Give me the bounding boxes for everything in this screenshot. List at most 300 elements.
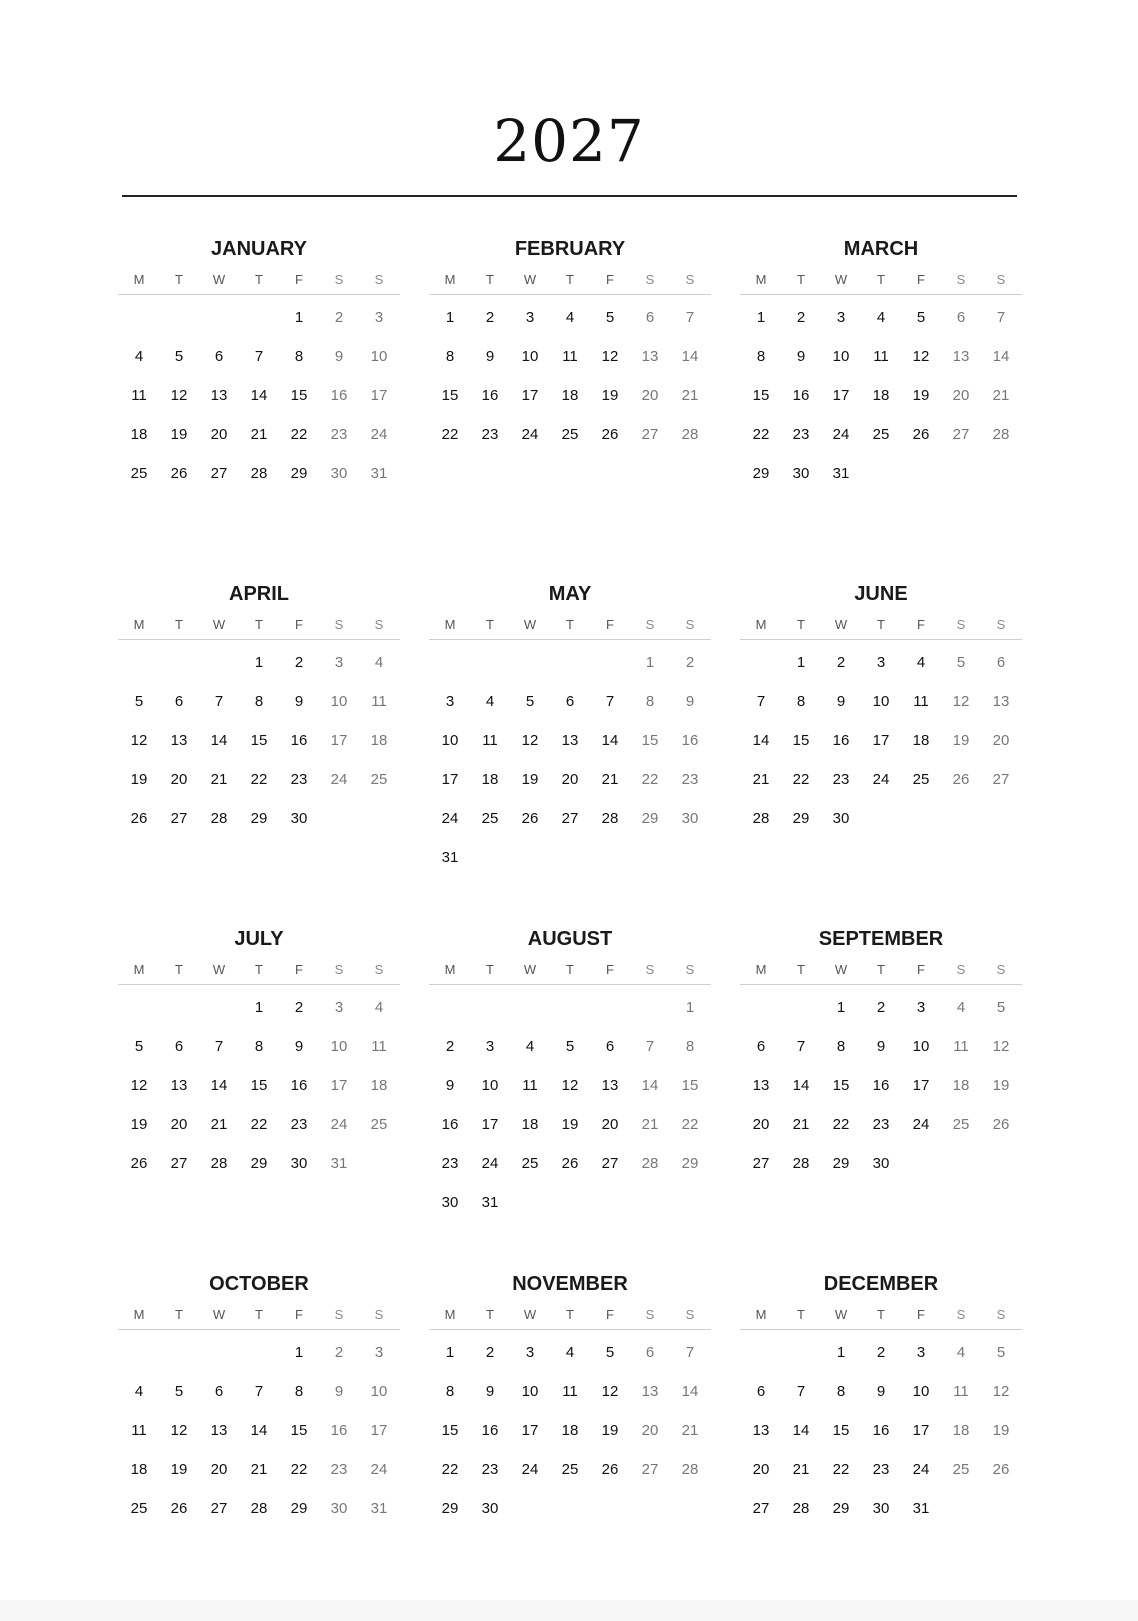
day-cell: 26 (130, 1155, 148, 1172)
weekday-label: F (295, 272, 303, 287)
day-cell: 18 (872, 387, 890, 404)
day-cell: 3 (525, 309, 535, 326)
day-grid (118, 640, 400, 838)
day-cell: 31 (481, 1194, 499, 1211)
weekday-header (740, 1301, 1022, 1330)
day-grid (429, 1330, 711, 1528)
month-title: FEBRUARY (514, 238, 626, 260)
day-cell: 28 (792, 1500, 810, 1517)
day-cell: 7 (645, 1038, 655, 1055)
day-cell: 20 (952, 387, 970, 404)
day-cell: 21 (601, 771, 619, 788)
day-cell: 16 (832, 732, 850, 749)
weekday-label: T (486, 272, 494, 287)
day-cell: 22 (792, 771, 810, 788)
day-cell: 9 (294, 1038, 304, 1055)
day-cell: 20 (210, 426, 228, 443)
day-cell: 12 (992, 1383, 1010, 1400)
day-cell: 27 (992, 771, 1010, 788)
day-cell: 3 (836, 309, 846, 326)
day-cell: 29 (752, 465, 770, 482)
day-cell: 7 (254, 1383, 264, 1400)
day-cell: 8 (836, 1383, 846, 1400)
day-cell: 16 (290, 732, 308, 749)
day-cell: 22 (290, 426, 308, 443)
weekday-label: W (834, 272, 848, 287)
day-cell: 4 (916, 654, 926, 671)
weekday-label: M (133, 272, 145, 287)
weekday-label: F (606, 272, 614, 287)
day-cell: 5 (605, 1344, 615, 1361)
weekday-label: W (834, 962, 848, 977)
weekday-label: F (917, 272, 925, 287)
weekday-label: F (295, 617, 303, 632)
weekday-label: M (755, 272, 767, 287)
day-cell: 22 (832, 1461, 850, 1478)
day-cell: 19 (912, 387, 930, 404)
day-cell: 21 (992, 387, 1010, 404)
day-cell: 15 (250, 732, 268, 749)
day-cell: 4 (134, 348, 144, 365)
day-cell: 24 (912, 1461, 930, 1478)
day-cell: 4 (134, 1383, 144, 1400)
day-cell: 1 (254, 654, 264, 671)
weekday-label: S (334, 1307, 344, 1322)
day-cell: 8 (796, 693, 806, 710)
day-cell: 1 (836, 1344, 846, 1361)
day-cell: 23 (681, 771, 699, 788)
day-cell: 21 (641, 1116, 659, 1133)
day-cell: 5 (916, 309, 926, 326)
day-cell: 30 (290, 810, 308, 827)
day-cell: 19 (170, 426, 188, 443)
day-cell: 19 (992, 1422, 1010, 1439)
day-cell: 18 (521, 1116, 539, 1133)
weekday-label: S (956, 1307, 966, 1322)
day-cell: 22 (290, 1461, 308, 1478)
weekday-label: T (486, 617, 494, 632)
weekday-header (118, 611, 400, 640)
day-cell: 25 (561, 1461, 579, 1478)
day-cell: 24 (481, 1155, 499, 1172)
day-cell: 20 (170, 1116, 188, 1133)
day-cell: 11 (913, 693, 929, 710)
day-cell: 17 (912, 1422, 930, 1439)
day-cell: 24 (872, 771, 890, 788)
day-cell: 12 (952, 693, 970, 710)
day-cell: 13 (561, 732, 579, 749)
day-cell: 30 (832, 810, 850, 827)
month-title: DECEMBER (823, 1273, 939, 1295)
weekday-label: T (175, 1307, 183, 1322)
month-title: MAY (548, 583, 592, 605)
day-cell: 19 (130, 771, 148, 788)
weekday-label: M (133, 962, 145, 977)
day-cell: 1 (445, 309, 455, 326)
day-cell: 6 (214, 1383, 224, 1400)
day-cell: 27 (641, 1461, 659, 1478)
month-title: MARCH (843, 238, 919, 260)
day-cell: 14 (792, 1422, 810, 1439)
weekday-label: T (486, 1307, 494, 1322)
day-cell: 11 (131, 1422, 147, 1439)
day-cell: 26 (601, 1461, 619, 1478)
day-cell: 8 (645, 693, 655, 710)
weekday-label: M (444, 272, 456, 287)
day-cell: 14 (641, 1077, 659, 1094)
day-cell: 28 (752, 810, 770, 827)
weekday-label: W (212, 1307, 226, 1322)
weekday-header (429, 611, 711, 640)
weekday-label: T (566, 962, 574, 977)
day-cell: 11 (953, 1383, 969, 1400)
day-cell: 12 (561, 1077, 579, 1094)
day-cell: 7 (214, 693, 224, 710)
weekday-label: W (523, 1307, 537, 1322)
day-cell: 26 (170, 465, 188, 482)
day-cell: 12 (992, 1038, 1010, 1055)
day-cell: 28 (250, 465, 268, 482)
month-february (429, 232, 711, 454)
weekday-label: T (797, 617, 805, 632)
day-cell: 22 (681, 1116, 699, 1133)
weekday-label: T (797, 272, 805, 287)
day-cell: 17 (481, 1116, 499, 1133)
day-cell: 21 (210, 1116, 228, 1133)
day-cell: 31 (330, 1155, 348, 1172)
day-cell: 10 (872, 693, 890, 710)
day-cell: 16 (330, 387, 348, 404)
day-cell: 11 (131, 387, 147, 404)
day-cell: 18 (130, 426, 148, 443)
day-cell: 16 (290, 1077, 308, 1094)
day-cell: 14 (250, 387, 268, 404)
day-cell: 9 (334, 1383, 344, 1400)
weekday-label: T (255, 272, 263, 287)
weekday-label: S (645, 617, 655, 632)
day-cell: 30 (681, 810, 699, 827)
day-cell: 10 (912, 1383, 930, 1400)
page-bottom-margin (0, 1600, 1138, 1621)
month-december (740, 1267, 1022, 1528)
day-cell: 11 (873, 348, 889, 365)
day-cell: 26 (130, 810, 148, 827)
month-october (118, 1267, 400, 1528)
month-title: AUGUST (527, 928, 613, 950)
day-cell: 31 (832, 465, 850, 482)
day-cell: 12 (601, 348, 619, 365)
day-cell: 30 (290, 1155, 308, 1172)
day-grid (118, 1330, 400, 1528)
weekday-header (118, 266, 400, 295)
day-cell: 8 (756, 348, 766, 365)
weekday-label: S (645, 1307, 655, 1322)
day-cell: 1 (836, 999, 846, 1016)
day-cell: 23 (872, 1461, 890, 1478)
day-cell: 6 (565, 693, 575, 710)
day-cell: 30 (481, 1500, 499, 1517)
weekday-label: W (212, 617, 226, 632)
day-cell: 9 (876, 1383, 886, 1400)
day-cell: 12 (130, 732, 148, 749)
day-cell: 27 (170, 1155, 188, 1172)
weekday-label: S (996, 1307, 1006, 1322)
day-cell: 27 (170, 810, 188, 827)
day-cell: 9 (334, 348, 344, 365)
month-november (429, 1267, 711, 1528)
month-august (429, 922, 711, 1222)
weekday-label: T (175, 617, 183, 632)
day-cell: 7 (214, 1038, 224, 1055)
day-grid (740, 985, 1022, 1183)
day-cell: 24 (370, 426, 388, 443)
day-cell: 12 (130, 1077, 148, 1094)
day-cell: 9 (796, 348, 806, 365)
day-cell: 18 (370, 1077, 388, 1094)
day-cell: 3 (374, 309, 384, 326)
day-cell: 23 (290, 771, 308, 788)
day-cell: 1 (294, 309, 304, 326)
day-cell: 1 (796, 654, 806, 671)
weekday-header (740, 266, 1022, 295)
day-cell: 25 (912, 771, 930, 788)
day-cell: 16 (481, 1422, 499, 1439)
day-grid (118, 985, 400, 1183)
day-cell: 8 (445, 348, 455, 365)
day-cell: 8 (685, 1038, 695, 1055)
day-cell: 30 (792, 465, 810, 482)
day-cell: 29 (792, 810, 810, 827)
weekday-label: T (255, 617, 263, 632)
day-cell: 18 (370, 732, 388, 749)
day-cell: 9 (685, 693, 695, 710)
day-cell: 19 (521, 771, 539, 788)
day-cell: 28 (210, 810, 228, 827)
day-cell: 22 (441, 1461, 459, 1478)
day-cell: 13 (952, 348, 970, 365)
day-cell: 18 (912, 732, 930, 749)
weekday-label: T (175, 962, 183, 977)
day-cell: 10 (370, 348, 388, 365)
day-cell: 12 (521, 732, 539, 749)
day-cell: 22 (441, 426, 459, 443)
day-cell: 23 (330, 1461, 348, 1478)
day-cell: 22 (250, 1116, 268, 1133)
day-cell: 16 (792, 387, 810, 404)
weekday-label: S (956, 962, 966, 977)
day-cell: 29 (250, 810, 268, 827)
weekday-label: T (486, 962, 494, 977)
weekday-label: F (917, 962, 925, 977)
day-cell: 6 (645, 1344, 655, 1361)
day-cell: 2 (876, 1344, 886, 1361)
day-cell: 10 (521, 1383, 539, 1400)
day-cell: 15 (250, 1077, 268, 1094)
month-september (740, 922, 1022, 1183)
weekday-label: S (996, 962, 1006, 977)
day-cell: 25 (952, 1461, 970, 1478)
day-cell: 24 (521, 426, 539, 443)
weekday-label: T (566, 617, 574, 632)
day-cell: 19 (601, 387, 619, 404)
day-cell: 23 (290, 1116, 308, 1133)
day-cell: 17 (330, 1077, 348, 1094)
day-cell: 9 (485, 348, 495, 365)
day-cell: 20 (752, 1461, 770, 1478)
day-cell: 4 (485, 693, 495, 710)
day-cell: 28 (681, 426, 699, 443)
day-cell: 17 (521, 1422, 539, 1439)
day-cell: 30 (872, 1155, 890, 1172)
day-cell: 13 (210, 1422, 228, 1439)
day-cell: 9 (445, 1077, 455, 1094)
day-cell: 21 (210, 771, 228, 788)
day-cell: 1 (645, 654, 655, 671)
weekday-label: F (606, 1307, 614, 1322)
day-cell: 18 (952, 1077, 970, 1094)
day-cell: 3 (485, 1038, 495, 1055)
day-cell: 17 (912, 1077, 930, 1094)
day-cell: 12 (912, 348, 930, 365)
weekday-header (118, 1301, 400, 1330)
day-cell: 5 (134, 693, 144, 710)
day-cell: 18 (481, 771, 499, 788)
day-cell: 20 (992, 732, 1010, 749)
weekday-label: S (996, 617, 1006, 632)
day-cell: 3 (445, 693, 455, 710)
weekday-label: S (645, 962, 655, 977)
day-cell: 10 (832, 348, 850, 365)
day-cell: 3 (334, 654, 344, 671)
month-title: APRIL (229, 583, 289, 605)
day-cell: 1 (685, 999, 695, 1016)
weekday-label: T (255, 1307, 263, 1322)
day-cell: 27 (752, 1155, 770, 1172)
day-cell: 28 (250, 1500, 268, 1517)
day-cell: 8 (254, 693, 264, 710)
month-march (740, 232, 1022, 493)
day-cell: 3 (916, 1344, 926, 1361)
day-cell: 22 (832, 1116, 850, 1133)
day-cell: 15 (641, 732, 659, 749)
day-cell: 2 (876, 999, 886, 1016)
day-cell: 24 (330, 771, 348, 788)
day-cell: 2 (796, 309, 806, 326)
day-cell: 2 (334, 1344, 344, 1361)
day-cell: 10 (521, 348, 539, 365)
day-cell: 8 (836, 1038, 846, 1055)
day-cell: 9 (485, 1383, 495, 1400)
day-cell: 4 (374, 654, 384, 671)
day-cell: 14 (210, 732, 228, 749)
day-cell: 3 (916, 999, 926, 1016)
day-cell: 29 (832, 1500, 850, 1517)
weekday-label: W (523, 962, 537, 977)
day-cell: 5 (605, 309, 615, 326)
day-cell: 4 (565, 309, 575, 326)
day-cell: 28 (992, 426, 1010, 443)
day-cell: 6 (756, 1038, 766, 1055)
day-cell: 6 (956, 309, 966, 326)
day-cell: 19 (170, 1461, 188, 1478)
day-cell: 13 (210, 387, 228, 404)
day-cell: 8 (445, 1383, 455, 1400)
month-title: JANUARY (211, 238, 307, 260)
weekday-label: S (374, 272, 384, 287)
weekday-label: S (956, 272, 966, 287)
day-cell: 2 (685, 654, 695, 671)
day-cell: 3 (374, 1344, 384, 1361)
weekday-label: W (523, 272, 537, 287)
day-grid (429, 985, 711, 1222)
day-cell: 15 (290, 387, 308, 404)
day-cell: 16 (872, 1077, 890, 1094)
day-cell: 17 (872, 732, 890, 749)
weekday-label: T (255, 962, 263, 977)
day-cell: 19 (601, 1422, 619, 1439)
day-cell: 14 (250, 1422, 268, 1439)
day-cell: 28 (681, 1461, 699, 1478)
weekday-label: F (917, 1307, 925, 1322)
day-cell: 2 (294, 999, 304, 1016)
weekday-label: S (645, 272, 655, 287)
day-cell: 5 (134, 1038, 144, 1055)
day-cell: 14 (601, 732, 619, 749)
day-cell: 10 (912, 1038, 930, 1055)
weekday-header (429, 1301, 711, 1330)
month-july (118, 922, 400, 1183)
day-cell: 2 (485, 309, 495, 326)
day-cell: 21 (250, 426, 268, 443)
day-cell: 18 (561, 387, 579, 404)
day-cell: 23 (481, 426, 499, 443)
day-cell: 16 (481, 387, 499, 404)
day-cell: 17 (832, 387, 850, 404)
weekday-label: F (295, 962, 303, 977)
day-cell: 14 (210, 1077, 228, 1094)
day-cell: 15 (441, 387, 459, 404)
day-cell: 19 (952, 732, 970, 749)
day-cell: 4 (525, 1038, 535, 1055)
day-cell: 24 (441, 810, 459, 827)
weekday-label: T (797, 962, 805, 977)
day-cell: 8 (294, 1383, 304, 1400)
weekday-label: S (685, 1307, 695, 1322)
month-title: JULY (234, 928, 284, 950)
year-title: 2027 (493, 107, 645, 175)
day-cell: 19 (561, 1116, 579, 1133)
day-cell: 27 (210, 465, 228, 482)
day-cell: 11 (953, 1038, 969, 1055)
weekday-label: T (877, 962, 885, 977)
day-cell: 26 (170, 1500, 188, 1517)
weekday-label: M (444, 962, 456, 977)
day-cell: 27 (952, 426, 970, 443)
day-cell: 21 (792, 1116, 810, 1133)
day-cell: 11 (562, 348, 578, 365)
day-cell: 5 (996, 999, 1006, 1016)
day-cell: 16 (441, 1116, 459, 1133)
day-cell: 17 (521, 387, 539, 404)
day-cell: 27 (752, 1500, 770, 1517)
day-cell: 9 (836, 693, 846, 710)
day-cell: 4 (876, 309, 886, 326)
day-cell: 25 (370, 771, 388, 788)
day-cell: 27 (601, 1155, 619, 1172)
day-cell: 6 (174, 693, 184, 710)
day-cell: 14 (992, 348, 1010, 365)
day-cell: 26 (952, 771, 970, 788)
